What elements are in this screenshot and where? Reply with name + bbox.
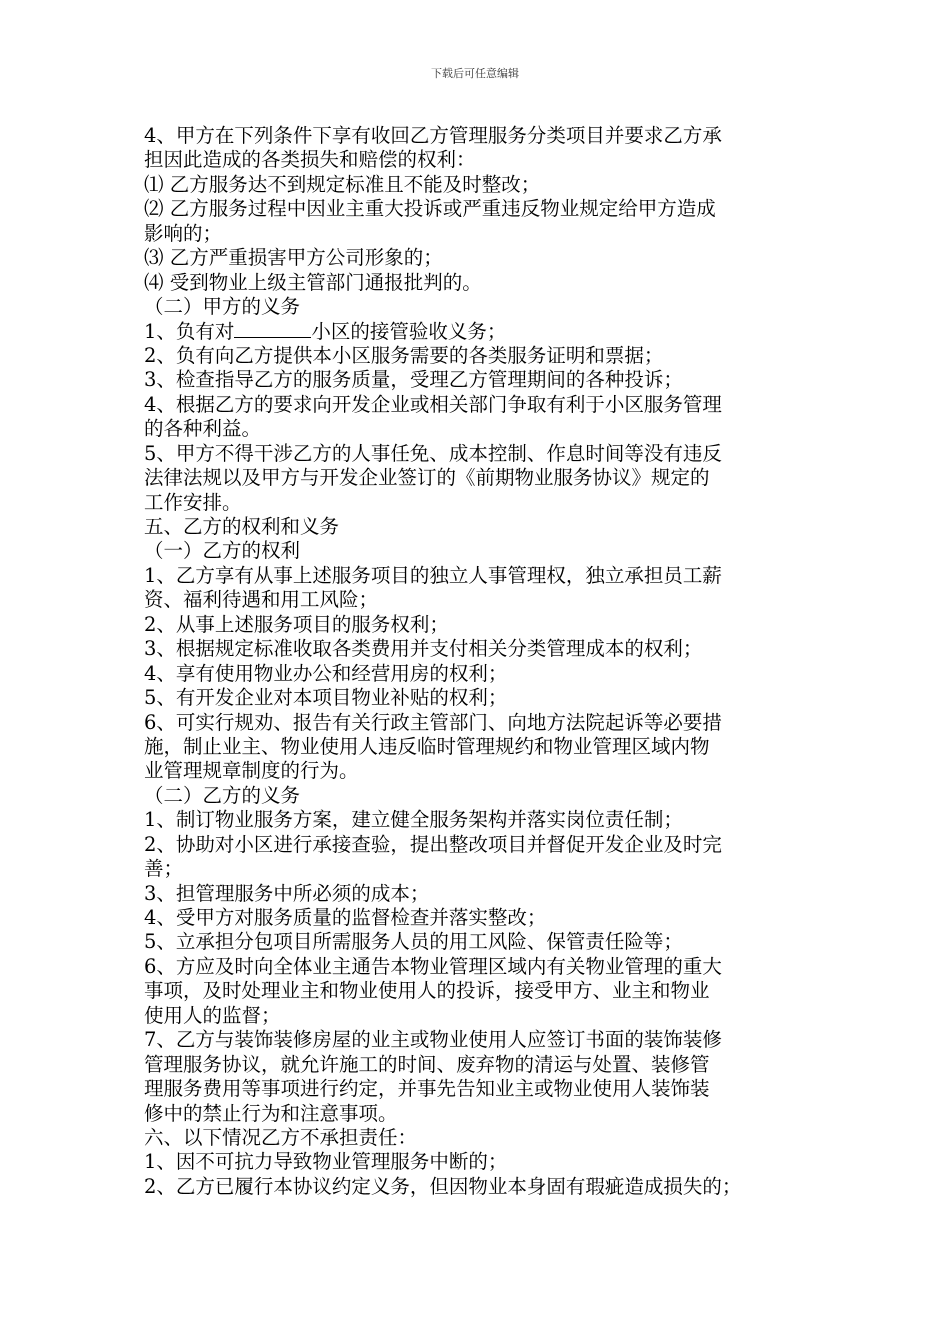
text-line: 2、负有向乙方提供本小区服务需要的各类服务证明和票据； <box>144 343 664 367</box>
text-line: 善； <box>144 857 184 881</box>
text-line: 2、协助对小区进行承接查验，提出整改项目并督促开发企业及时完 <box>144 832 722 856</box>
text-line: 1、制订物业服务方案，建立健全服务架构并落实岗位责任制； <box>144 808 683 832</box>
text-line: 业管理规章制度的行为。 <box>144 759 359 783</box>
page-header: 下载后可任意编辑 <box>431 67 519 80</box>
document-body <box>144 124 824 1199</box>
text-line: 管理服务协议，就允许施工的时间、废弃物的清运与处置、装修管 <box>144 1052 710 1076</box>
text-line: 1、乙方享有从事上述服务项目的独立人事管理权，独立承担员工薪 <box>144 563 722 587</box>
text-line: 6、方应及时向全体业主通告本物业管理区域内有关物业管理的重大 <box>144 954 722 978</box>
text-line: 担因此造成的各类损失和赔偿的权利： <box>144 148 476 172</box>
fill-in-blank <box>234 321 311 338</box>
text-line: ⑵ 乙方服务过程中因业主重大投诉或严重违反物业规定给甲方造成 <box>144 197 716 221</box>
text-line: 1、因不可抗力导致物业管理服务中断的； <box>144 1150 508 1174</box>
text-line: ⑴ 乙方服务达不到规定标准且不能及时整改； <box>144 172 541 196</box>
section-heading: （一）乙方的权利 <box>144 539 301 563</box>
text-line: ⑷ 受到物业上级主管部门通报批判的。 <box>144 270 482 294</box>
text-line: 4、甲方在下列条件下享有收回乙方管理服务分类项目并要求乙方承 <box>144 124 722 147</box>
section-heading: （二）甲方的义务 <box>144 295 301 319</box>
text-line: 4、根据乙方的要求向开发企业或相关部门争取有利于小区服务管理 <box>144 392 722 416</box>
text-line: 2、乙方已履行本协议约定义务，但因物业本身固有瑕疵造成损失的； <box>144 1174 742 1198</box>
text-line: 资、福利待遇和用工风险； <box>144 588 379 612</box>
text-line: 施，制止业主、物业使用人违反临时管理规约和物业管理区域内物 <box>144 734 710 758</box>
text-line: 7、乙方与装饰装修房屋的业主或物业使用人应签订书面的装饰装修 <box>144 1028 722 1052</box>
section-heading: 六、以下情况乙方不承担责任： <box>144 1125 418 1149</box>
text-line: 4、受甲方对服务质量的监督检查并落实整改； <box>144 906 547 929</box>
text-line: 5、立承担分包项目所需服务人员的用工风险、保管责任险等； <box>144 930 683 954</box>
text-line: 3、担管理服务中所必须的成本； <box>144 881 430 905</box>
text-line: 修中的禁止行为和注意事项。 <box>144 1101 398 1125</box>
text-line: 的各种利益。 <box>144 417 262 441</box>
text-segment: 1、负有对 <box>144 319 235 343</box>
text-line: 2、从事上述服务项目的服务权利； <box>144 612 449 636</box>
section-heading: （二）乙方的义务 <box>144 783 301 807</box>
text-line: 6、可实行规劝、报告有关行政主管部门、向地方法院起诉等必要措 <box>144 710 722 734</box>
section-heading: 五、乙方的权利和义务 <box>144 515 340 538</box>
text-line: 3、检查指导乙方的服务质量，受理乙方管理期间的各种投诉； <box>144 368 683 392</box>
text-line: 4、享有使用物业办公和经营用房的权利； <box>144 661 508 685</box>
text-line: 法律法规以及甲方与开发企业签订的《前期物业服务协议》规定的 <box>144 466 710 490</box>
text-line: 影响的； <box>144 221 223 245</box>
text-line: 5、甲方不得干涉乙方的人事任免、成本控制、作息时间等没有违反 <box>144 441 722 465</box>
text-line: 使用人的监督； <box>144 1003 281 1027</box>
text-line: 理服务费用等事项进行约定，并事先告知业主或物业使用人装饰装 <box>144 1077 710 1101</box>
text-segment: 小区的接管验收义务； <box>311 319 507 343</box>
text-line: 3、根据规定标准收取各类费用并支付相关分类管理成本的权利； <box>144 637 703 661</box>
text-line: 工作安排。 <box>144 490 242 514</box>
text-line: 5、有开发企业对本项目物业补贴的权利； <box>144 686 508 710</box>
text-line-with-blank <box>144 320 824 344</box>
text-line: ⑶ 乙方严重损害甲方公司形象的； <box>144 246 443 270</box>
text-line: 事项，及时处理业主和物业使用人的投诉，接受甲方、业主和物业 <box>144 979 710 1003</box>
